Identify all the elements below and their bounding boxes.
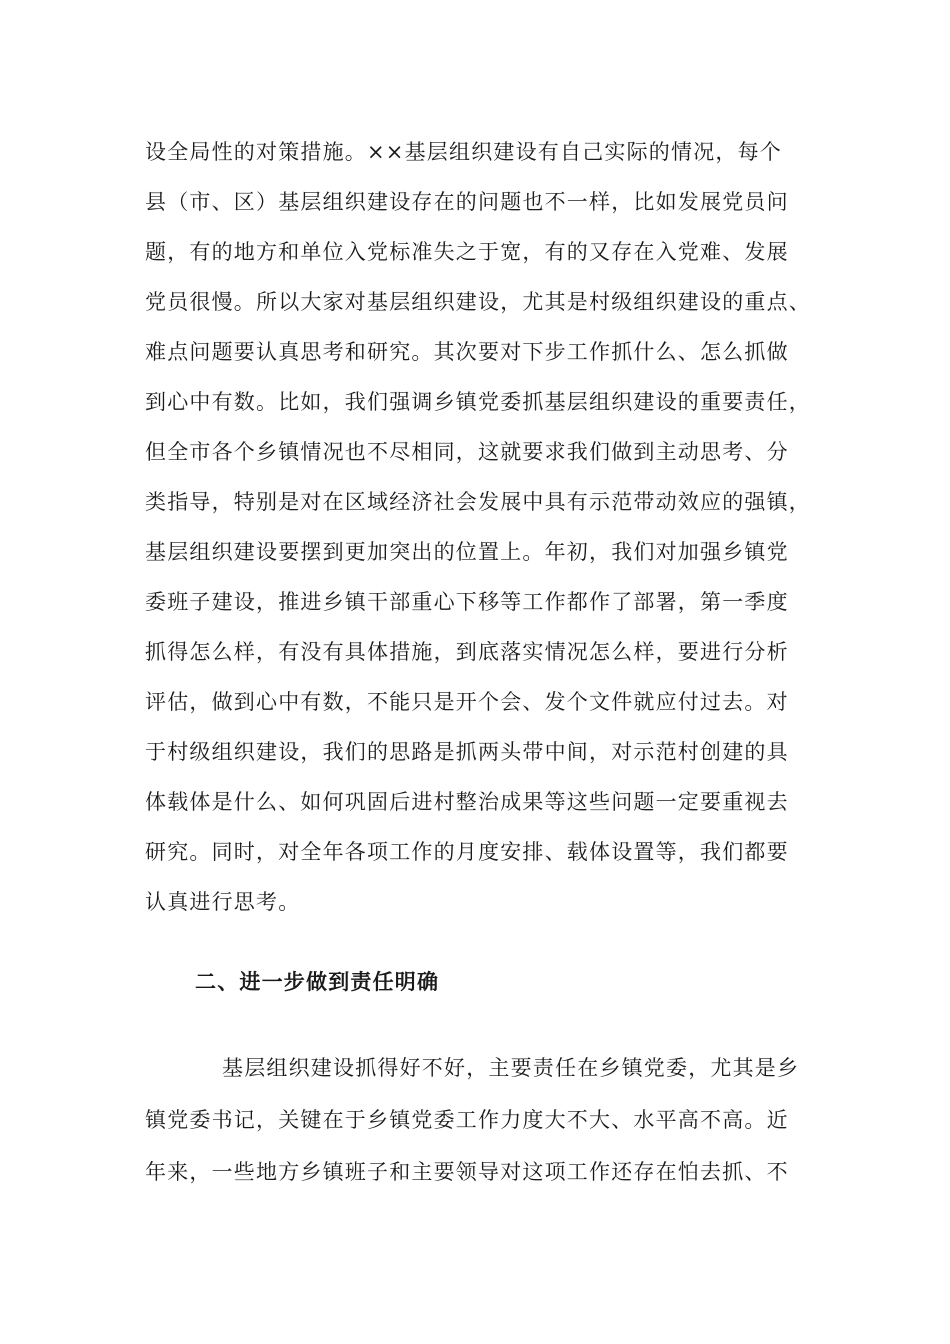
text-line: 镇党委书记，关键在于乡镇党委工作力度大不大、水平高不高。近 xyxy=(145,1108,789,1132)
text-line: 设全局性的对策措施。××基层组织建设有自己实际的情况，每个 xyxy=(145,140,782,164)
text-line: 但全市各个乡镇情况也不尽相同，这就要求我们做到主动思考、分 xyxy=(145,440,789,464)
text-line: 于村级组织建设，我们的思路是抓两头带中间，对示范村创建的具 xyxy=(145,740,789,764)
section-heading: 二、进一步做到责任明确 xyxy=(195,969,440,994)
text-line: 年来，一些地方乡镇班子和主要领导对这项工作还存在怕去抓、不 xyxy=(145,1160,789,1184)
text-line: 委班子建设，推进乡镇干部重心下移等工作都作了部署，第一季度 xyxy=(145,590,789,614)
text-line: 研究。同时，对全年各项工作的月度安排、载体设置等，我们都要 xyxy=(145,840,789,864)
text-line: 体载体是什么、如何巩固后进村整治成果等这些问题一定要重视去 xyxy=(145,790,789,814)
text-line: 难点问题要认真思考和研究。其次要对下步工作抓什么、怎么抓做 xyxy=(145,340,789,364)
text-line: 评估，做到心中有数，不能只是开个会、发个文件就应付过去。对 xyxy=(145,690,789,714)
text-line: 党员很慢。所以大家对基层组织建设，尤其是村级组织建设的重点、 xyxy=(145,290,811,314)
text-line: 县（市、区）基层组织建设存在的问题也不一样，比如发展党员问 xyxy=(145,190,789,214)
text-line: 到心中有数。比如，我们强调乡镇党委抓基层组织建设的重要责任， xyxy=(145,390,811,414)
text-line: 题，有的地方和单位入党标准失之于宽，有的又存在入党难、发展 xyxy=(145,240,789,264)
text-line: 抓得怎么样，有没有具体措施，到底落实情况怎么样，要进行分析 xyxy=(145,640,789,664)
text-line: 基层组织建设要摆到更加突出的位置上。年初，我们对加强乡镇党 xyxy=(145,540,789,564)
text-line: 类指导，特别是对在区域经济社会发展中具有示范带动效应的强镇， xyxy=(145,490,811,514)
text-line: 基层组织建设抓得好不好，主要责任在乡镇党委，尤其是乡 xyxy=(222,1056,800,1080)
text-line: 认真进行思考。 xyxy=(145,890,301,914)
